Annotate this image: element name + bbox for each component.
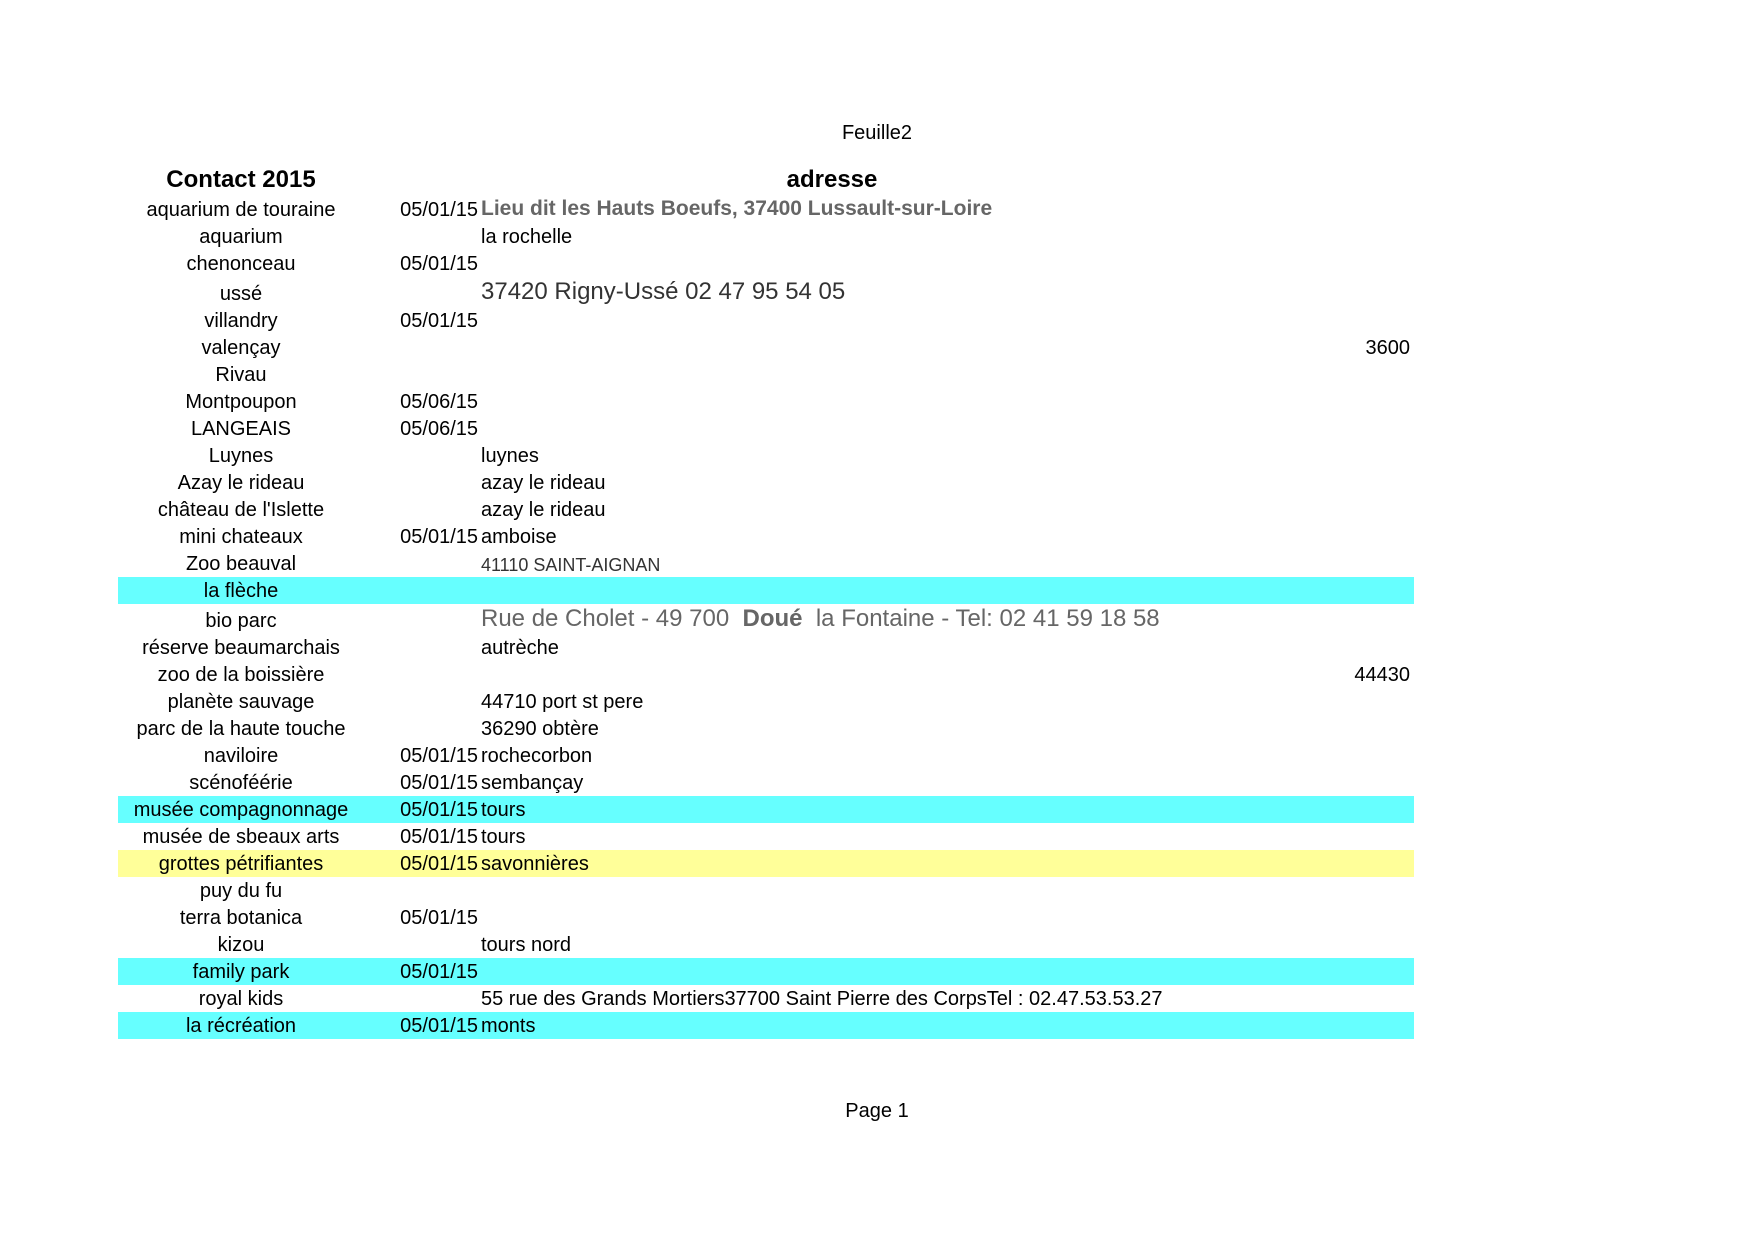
table-row (118, 577, 1414, 604)
contact-name: kizou (217, 934, 265, 956)
table-row (118, 1012, 1414, 1039)
table-row (118, 496, 1414, 523)
contact-name: bio parc (205, 610, 277, 632)
contact-address: sembançay (481, 772, 584, 794)
table-row (118, 958, 1414, 985)
contact-name: la flèche (203, 580, 279, 602)
contact-name: family park (192, 961, 290, 983)
table-row (118, 985, 1414, 1012)
contact-address: 36290 obtère (481, 718, 599, 740)
contact-name: naviloire (203, 745, 279, 767)
contact-name: Luynes (208, 445, 274, 467)
table-row (118, 904, 1414, 931)
contact-address: tours (481, 826, 526, 848)
contact-name: zoo de la boissière (157, 664, 325, 686)
address-part: la Fontaine - Tel: 02 41 59 18 58 (802, 605, 1160, 632)
table-row (118, 850, 1414, 877)
table-row (118, 307, 1414, 334)
contact-name: grottes pétrifiantes (158, 853, 324, 875)
contact-address: luynes (481, 445, 539, 467)
page-number: Page 1 (845, 1100, 909, 1122)
contact-name: scénoféérie (189, 772, 293, 794)
table-row (118, 931, 1414, 958)
table-row (118, 442, 1414, 469)
contact-address (481, 605, 1160, 633)
contact-date: 05/01/15 (400, 799, 478, 821)
table-row (118, 715, 1414, 742)
contact-address: savonnières (481, 853, 589, 875)
address-part-bold: Doué (742, 605, 803, 632)
table-row (118, 388, 1414, 415)
table-row (118, 196, 1414, 223)
contact-address: 44710 port st pere (481, 691, 644, 713)
contact-date: 05/01/15 (400, 310, 478, 332)
table-row (118, 469, 1414, 496)
contact-name: aquarium de touraine (146, 199, 336, 221)
contact-address: la rochelle (481, 226, 573, 248)
contact-date: 05/01/15 (400, 907, 478, 929)
table-row (118, 550, 1414, 577)
contact-name: valençay (201, 337, 281, 359)
contact-date: 05/01/15 (400, 199, 478, 221)
contact-name: musée de sbeaux arts (142, 826, 340, 848)
table-row (118, 604, 1414, 634)
table-row (118, 634, 1414, 661)
contact-date: 05/01/15 (400, 961, 478, 983)
contact-number: 44430 (1354, 664, 1410, 686)
contact-date: 05/01/15 (400, 1015, 478, 1037)
contact-name: planète sauvage (167, 691, 315, 713)
contact-name: LANGEAIS (190, 418, 292, 440)
table-row (118, 361, 1414, 388)
contact-address: tours (481, 799, 526, 821)
contact-number: 3600 (1365, 337, 1410, 359)
contact-name: puy du fu (199, 880, 283, 902)
contact-address: azay le rideau (481, 472, 606, 494)
contact-address: rochecorbon (481, 745, 593, 767)
contact-address: autrèche (481, 637, 559, 659)
table-row (118, 742, 1414, 769)
table-row (118, 523, 1414, 550)
table-title: Contact 2015 (166, 166, 316, 193)
table-row (118, 250, 1414, 277)
contact-date: 05/01/15 (400, 772, 478, 794)
table-row (118, 877, 1414, 904)
contact-address: monts (481, 1015, 536, 1037)
address-column-header: adresse (786, 166, 878, 193)
table-row (118, 769, 1414, 796)
contact-date: 05/01/15 (400, 853, 478, 875)
table-row (118, 277, 1414, 307)
contact-address: tours nord (481, 934, 572, 956)
contact-name: aquarium (199, 226, 283, 248)
contact-address: azay le rideau (481, 499, 606, 521)
contact-name: ussé (219, 283, 263, 305)
contact-name: la récréation (185, 1015, 297, 1037)
contact-name: villandry (204, 310, 278, 332)
address-part: Rue de Cholet - 49 700 (481, 605, 743, 632)
contact-date: 05/01/15 (400, 526, 478, 548)
contact-name: Rivau (215, 364, 267, 386)
contact-address: Lieu dit les Hauts Boeufs, 37400 Lussault-sur-Loire (481, 197, 993, 220)
contact-date: 05/01/15 (400, 745, 478, 767)
contact-name: Zoo beauval (185, 553, 297, 575)
contact-name: réserve beaumarchais (142, 637, 340, 659)
table-row (118, 334, 1414, 361)
table-row (118, 796, 1414, 823)
contact-name: parc de la haute touche (136, 718, 346, 740)
contact-address: 55 rue des Grands Mortiers37700 Saint Pierre des CorpsTel : 02.47.53.53.27 (481, 988, 1163, 1010)
contact-name: château de l'Islette (157, 499, 325, 521)
table-row (118, 415, 1414, 442)
contact-date: 05/01/15 (400, 253, 478, 275)
contact-address: 37420 Rigny-Ussé 02 47 95 54 05 (481, 278, 846, 305)
contact-address: amboise (481, 526, 557, 548)
sheet-name: Feuille2 (841, 122, 913, 144)
contact-name: royal kids (198, 988, 284, 1010)
table-row (118, 823, 1414, 850)
contact-name: Azay le rideau (177, 472, 305, 494)
contact-address: 41110 SAINT-AIGNAN (481, 555, 661, 575)
contact-name: mini chateaux (179, 526, 303, 548)
contact-table (118, 160, 1414, 1039)
table-row (118, 223, 1414, 250)
contact-date: 05/01/15 (400, 826, 478, 848)
contact-name: Montpoupon (185, 391, 297, 413)
table-header-row (118, 160, 1414, 196)
contact-name: musée compagnonnage (133, 799, 349, 821)
contact-date: 05/06/15 (400, 391, 478, 413)
table-row (118, 688, 1414, 715)
contact-name: terra botanica (179, 907, 303, 929)
table-row (118, 661, 1414, 688)
contact-date: 05/06/15 (400, 418, 478, 440)
contact-name: chenonceau (186, 253, 296, 275)
